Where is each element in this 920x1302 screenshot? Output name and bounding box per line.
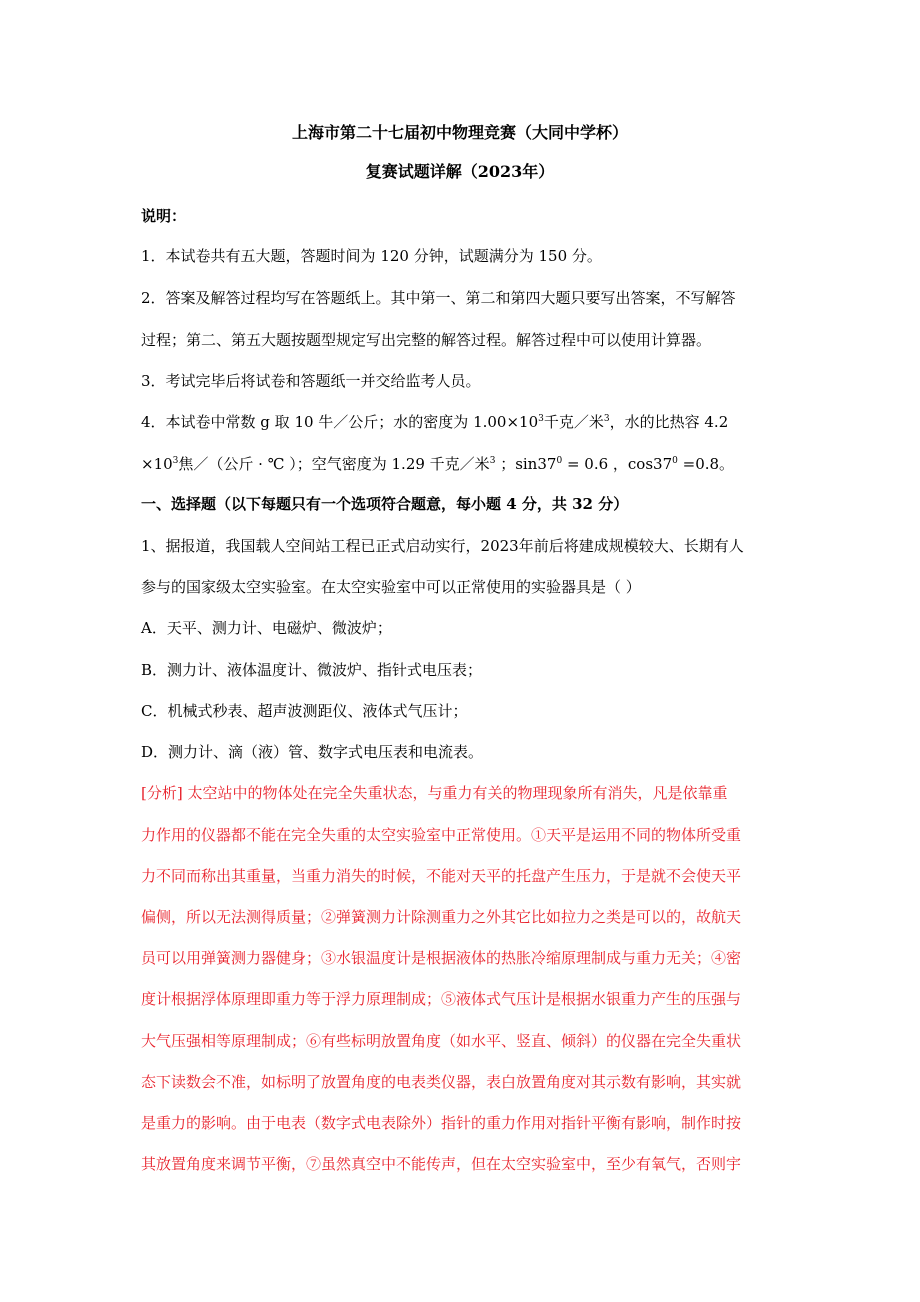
item4-sup-f: 0 <box>672 456 678 466</box>
analysis-line: 态下读数会不准，如标明了放置角度的电表类仪器，表白放置角度对其示数有影响，其实就 <box>141 1073 742 1091</box>
instruction-item-4-line-1 <box>141 411 786 433</box>
question-1-stem-line-1: 1、据报道，我国载人空间站工程已正式启动实行，2023年前后将建成规模较大、长期有人 <box>141 537 744 555</box>
analysis-line: 力不同而称出其重量，当重力消失的时候，不能对天平的托盘产生压力，于是就不会使天平 <box>141 867 742 885</box>
question-1-option-a: A．天平、测力计、电磁炉、微波炉； <box>141 619 392 637</box>
item4-text-c: ，水的比热容 4.2 <box>609 413 729 431</box>
question-1-option-b: B．测力计、液体温度计、微波炉、指针式电压表； <box>141 661 483 679</box>
analysis-line: 大气压强相等原理制成；⑥有些标明放置角度（如水平、竖直、倾斜）的仪器在完全失重状 <box>141 1032 742 1050</box>
item4-text-e: 焦／（公斤 · ℃ ）；空气密度为 1.29 千克／米 <box>178 455 490 473</box>
instructions-heading: 说明： <box>141 207 187 225</box>
analysis-line: 度计根据浮体原理即重力等于浮力原理制成；⑤液体式气压计是根据水银重力产生的压强与 <box>141 990 742 1008</box>
question-1-option-d: D．测力计、滴（液）管、数字式电压表和电流表。 <box>141 743 484 761</box>
analysis-line: 员可以用弹簧测力器健身；③水银温度计是根据液体的热胀冷缩原理制成与重力无关；④密 <box>141 949 742 967</box>
question-1-option-c: C．机械式秒表、超声波测距仪、液体式气压计； <box>141 702 468 720</box>
instruction-item-4-line-2 <box>141 453 786 475</box>
item4-text-a: 4．本试卷中常数 g 取 10 牛／公斤；水的密度为 1.00×10 <box>141 413 539 431</box>
item4-sup-e: 0 <box>556 456 563 466</box>
instruction-item-3: 3．考试完毕后将试卷和答题纸一并交给监考人员。 <box>141 372 481 390</box>
instruction-item-2-line-1: 2．答案及解答过程均写在答题纸上。其中第一、第二和第四大题只要写出答案，不写解答 <box>141 289 736 307</box>
item4-text-b: 千克／米 <box>543 413 604 431</box>
item4-text-h: =0.8。 <box>677 455 735 473</box>
analysis-line: 其放置角度来调节平衡，⑦虽然真空中不能传声，但在太空实验室中，至少有氧气，否则宇 <box>141 1155 742 1173</box>
item4-text-f: ；sin37 <box>495 455 557 473</box>
item4-sup-a: 3 <box>538 414 544 424</box>
item4-sup-c: 3 <box>172 456 179 466</box>
item4-text-d: ×10 <box>141 455 173 473</box>
analysis-line: 是重力的影响。由于电表（数字式电表除外）指针的重力作用对指针平衡有影响，制作时按 <box>141 1114 742 1132</box>
document-subtitle: 复赛试题详解（2023年） <box>365 162 555 181</box>
instruction-item-2-line-2: 过程；第二、第五大题按题型规定写出完整的解答过程。解答过程中可以使用计算器。 <box>141 331 712 349</box>
analysis-line: [分析] 太空站中的物体处在完全失重状态，与重力有关的物理现象所有消失，凡是依靠重 <box>141 784 728 802</box>
item4-text-g: = 0.6 ，cos37 <box>562 455 673 473</box>
analysis-line: 偏侧，所以无法测得质量；②弹簧测力计除测重力之外其它比如拉力之类是可以的，故航天 <box>141 908 742 926</box>
item4-sup-d: 3 <box>489 456 496 466</box>
instruction-item-1: 1．本试卷共有五大题，答题时间为 120 分钟，试题满分为 150 分。 <box>141 247 602 265</box>
question-1-stem-line-2: 参与的国家级太空实验室。在太空实验室中可以正常使用的实验器具是（ ） <box>141 578 641 596</box>
document-title: 上海市第二十七届初中物理竞赛（大同中学杯） <box>291 123 628 142</box>
analysis-line: 力作用的仪器都不能在完全失重的太空实验室中正常使用。①天平是运用不同的物体所受重 <box>141 826 742 844</box>
section-1-heading: 一、选择题（以下每题只有一个选项符合题意，每小题 4 分，共 32 分） <box>141 495 629 513</box>
item4-sup-b: 3 <box>603 414 610 424</box>
